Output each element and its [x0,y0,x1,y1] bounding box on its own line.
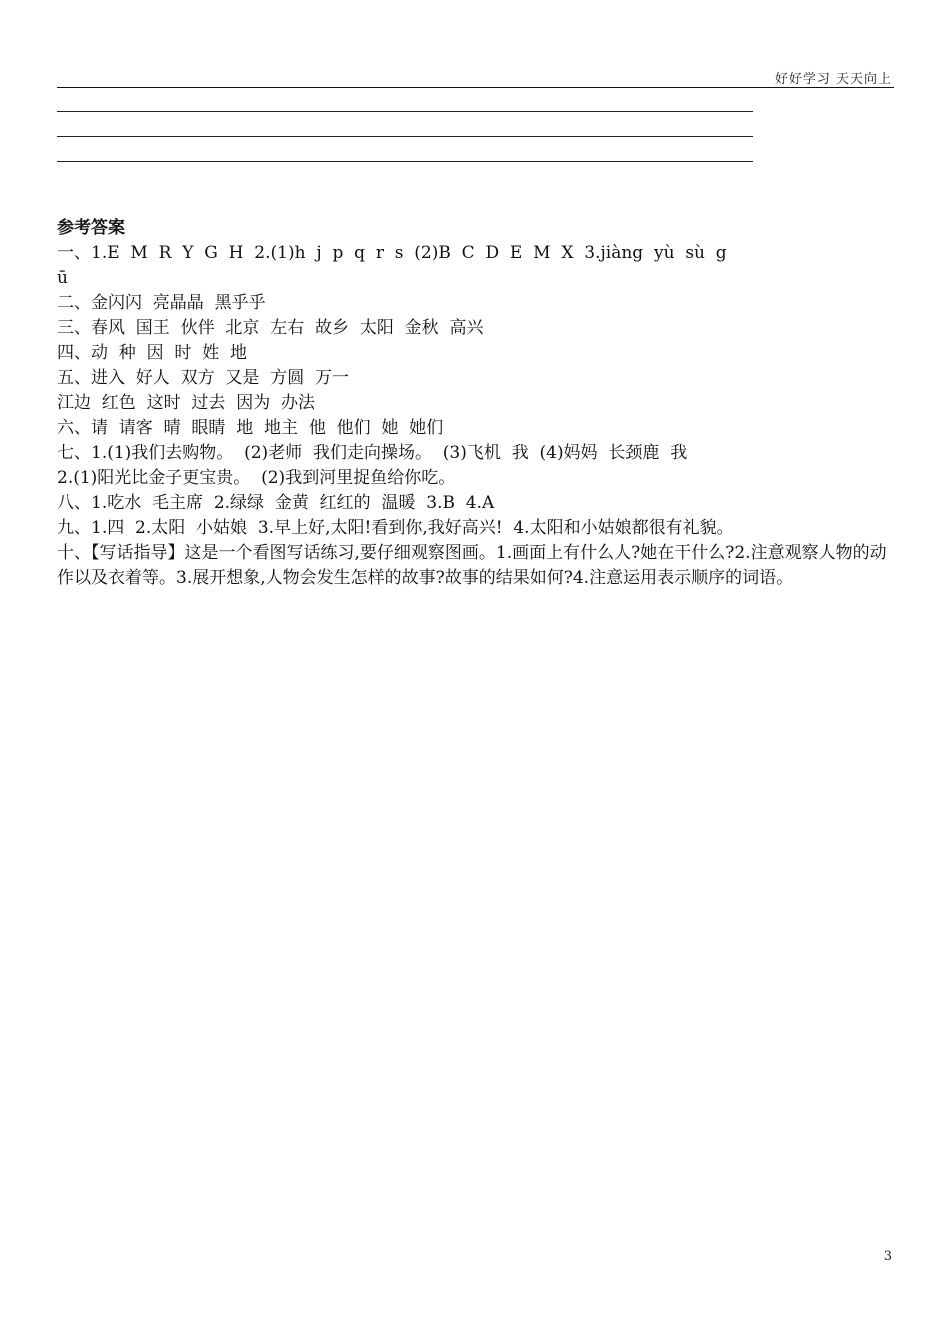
header-divider [57,87,894,88]
answer-line-1: 一、1.E M R Y G H 2.(1)h j p q r s (2)B C D E M X 3.jiàng yù sù g [57,243,727,263]
answer-line-3: 三、春风 国王 伙伴 北京 左右 故乡 太阳 金秋 高兴 [57,318,484,338]
answer-line-5: 五、进入 好人 双方 又是 方圆 万一 [57,368,350,388]
answer-line-7: 七、1.(1)我们去购物。 (2)老师 我们走向操场。 (3)飞机 我 (4)妈妈 长颈鹿 我 [57,443,688,463]
page-number: 3 [883,1249,892,1264]
answer-line-10: 十、【写话指导】这是一个看图写话练习,要仔细观察图画。1.画面上有什么人?她在干什么?2.注意观察人物的动作以及衣着等。3.展开想象,人物会发生怎样的故事?故事的结果如何?4.注意运用表示顺序的词语。 [57,543,887,588]
answer-line-9: 九、1.四 2.太阳 小姑娘 3.早上好,太阳!看到你,我好高兴! 4.太阳和小姑娘都很有礼貌。 [57,518,734,538]
blank-writing-line [57,161,753,162]
answer-line-5-continued: 江边 红色 这时 过去 因为 办法 [57,393,316,413]
blank-writing-line [57,136,753,137]
answer-line-4: 四、动 种 因 时 姓 地 [57,343,248,363]
header-slogan: 好好学习 天天向上 [774,72,892,87]
answer-line-6: 六、请 请客 晴 眼睛 地 地主 他 他们 她 她们 [57,418,444,438]
answer-line-7-part-2: 2.(1)阳光比金子更宝贵。 (2)我到河里捉鱼给你吃。 [57,468,456,488]
answer-line-2: 二、金闪闪 亮晶晶 黑乎乎 [57,293,266,313]
answer-line-8: 八、1.吃水 毛主席 2.绿绿 金黄 红红的 温暖 3.B 4.A [57,493,495,513]
answer-line-1-continued: ū [57,268,68,288]
blank-writing-line [57,111,753,112]
answer-key-section [57,216,894,591]
answer-key-title: 参考答案 [57,218,125,238]
